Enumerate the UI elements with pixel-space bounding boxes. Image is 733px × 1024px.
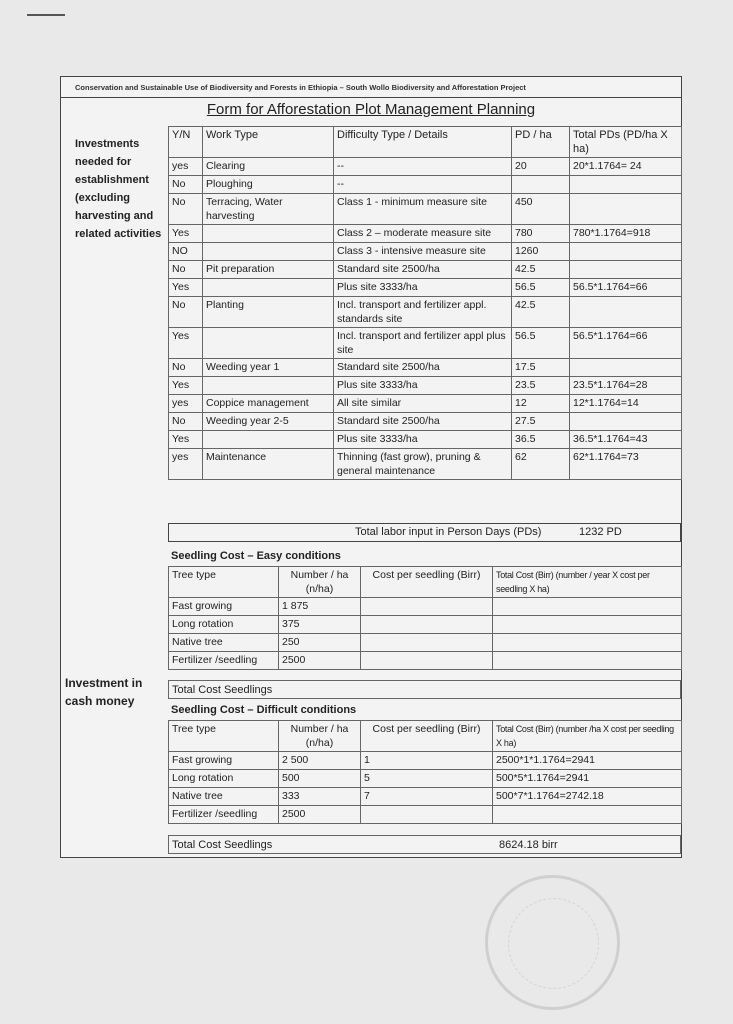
difficult-cell-number: 2500 [279,806,361,824]
col-total-pds: Total PDs (PD/ha X ha) [570,127,682,158]
labor-row [169,176,682,194]
easy-total-row [168,680,681,699]
difficult-col-number: Number / ha (n/ha) [279,721,361,752]
labor-cell-work: Weeding year 2-5 [203,413,334,431]
labor-row [169,158,682,176]
difficult-cell-total: 500*5*1.1764=2941 [493,770,682,788]
labor-cell-difficulty: Incl. transport and fertilizer appl plus site [334,328,512,359]
col-difficulty: Difficulty Type / Details [334,127,512,158]
labor-cell-work: Coppice management [203,395,334,413]
difficult-cell-cost: 5 [361,770,493,788]
corner-mark [27,14,65,16]
difficult-cell-type: Native tree [169,788,279,806]
labor-cell-work: Maintenance [203,449,334,480]
labor-cell-work [203,431,334,449]
labor-cell-work [203,377,334,395]
labor-cell-total: 23.5*1.1764=28 [570,377,682,395]
labor-cell-difficulty: All site similar [334,395,512,413]
labor-cell-work: Weeding year 1 [203,359,334,377]
difficult-total-label: Total Cost Seedlings [172,839,273,851]
labor-cell-yn: NO [169,243,203,261]
labor-cell-total [570,297,682,328]
col-work-type: Work Type [203,127,334,158]
difficult-table-header [169,721,682,752]
labor-cell-work: Planting [203,297,334,328]
labor-cell-pd: 12 [512,395,570,413]
labor-cell-total [570,261,682,279]
labor-cell-difficulty: Class 2 – moderate measure site [334,225,512,243]
difficult-col-type: Tree type [169,721,279,752]
difficult-row [169,788,682,806]
labor-cell-total [570,194,682,225]
labor-row [169,194,682,225]
easy-col-number: Number / ha (n/ha) [279,567,361,598]
labor-cell-pd: 56.5 [512,279,570,297]
easy-cell-total [493,598,682,616]
labor-cell-yn: Yes [169,377,203,395]
labor-cell-total [570,243,682,261]
difficult-cell-number: 333 [279,788,361,806]
labor-cell-yn: Yes [169,225,203,243]
easy-cell-number: 375 [279,616,361,634]
labor-cell-work [203,328,334,359]
difficult-row [169,770,682,788]
labor-cell-total: 36.5*1.1764=43 [570,431,682,449]
difficult-row [169,752,682,770]
labor-cell-pd: 27.5 [512,413,570,431]
labor-cell-difficulty: Standard site 2500/ha [334,261,512,279]
form-title: Form for Afforestation Plot Management Planning [206,101,536,118]
labor-row [169,297,682,328]
easy-row [169,652,682,670]
easy-cell-cost [361,598,493,616]
labor-cell-total: 56.5*1.1764=66 [570,328,682,359]
easy-cell-cost [361,652,493,670]
easy-cell-cost [361,616,493,634]
easy-cell-type: Native tree [169,634,279,652]
labor-cell-difficulty: Standard site 2500/ha [334,359,512,377]
labor-cell-total [570,413,682,431]
easy-cell-type: Fast growing [169,598,279,616]
easy-col-type: Tree type [169,567,279,598]
labor-cell-total: 62*1.1764=73 [570,449,682,480]
labor-row [169,359,682,377]
difficult-cell-cost: 7 [361,788,493,806]
difficult-cell-cost: 1 [361,752,493,770]
difficult-cell-total: 500*7*1.1764=2742.18 [493,788,682,806]
labor-cell-difficulty: -- [334,176,512,194]
labor-cell-pd: 42.5 [512,261,570,279]
labor-row [169,261,682,279]
easy-table [168,566,682,670]
labor-row [169,431,682,449]
labor-row [169,413,682,431]
easy-cell-total [493,634,682,652]
difficult-cell-type: Long rotation [169,770,279,788]
labor-cell-total: 780*1.1764=918 [570,225,682,243]
easy-cell-cost [361,634,493,652]
labor-cell-difficulty: Class 1 - minimum measure site [334,194,512,225]
difficult-col-total: Total Cost (Birr) (number /ha X cost per seedling X ha) [493,721,682,752]
labor-cell-yn: No [169,176,203,194]
labor-cell-work: Terracing, Water harvesting [203,194,334,225]
labor-cell-difficulty: Plus site 3333/ha [334,279,512,297]
labor-cell-pd: 20 [512,158,570,176]
difficult-cell-number: 2 500 [279,752,361,770]
labor-cell-yn: yes [169,158,203,176]
difficult-cell-total: 2500*1*1.1764=2941 [493,752,682,770]
labor-row [169,243,682,261]
difficult-row [169,806,682,824]
labor-cell-difficulty: -- [334,158,512,176]
form-document [60,76,682,858]
easy-cell-total [493,616,682,634]
easy-col-total: Total Cost (Birr) (number / year X cost per seedling X ha) [493,567,682,598]
easy-cell-number: 2500 [279,652,361,670]
difficult-total-value: 8624.18 birr [499,839,558,851]
labor-cell-difficulty: Thinning (fast grow), pruning & general maintenance [334,449,512,480]
labor-row [169,395,682,413]
labor-cell-total [570,176,682,194]
labor-cell-pd: 56.5 [512,328,570,359]
labor-cell-pd: 36.5 [512,431,570,449]
labor-cell-pd: 1260 [512,243,570,261]
easy-row [169,634,682,652]
col-yn: Y/N [169,127,203,158]
labor-cell-difficulty: Plus site 3333/ha [334,431,512,449]
labor-cell-work [203,225,334,243]
easy-row [169,598,682,616]
col-pd-ha: PD / ha [512,127,570,158]
labor-row [169,279,682,297]
labor-cell-work: Pit preparation [203,261,334,279]
difficult-title: Seedling Cost – Difficult conditions [171,704,357,716]
labor-cell-pd: 17.5 [512,359,570,377]
labor-cell-yn: yes [169,395,203,413]
labor-total-label: Total labor input in Person Days (PDs) [355,526,542,538]
difficult-cell-type: Fertilizer /seedling [169,806,279,824]
labor-cell-yn: yes [169,449,203,480]
labor-total-value: 1232 PD [579,526,622,538]
labor-cell-pd: 42.5 [512,297,570,328]
labor-cell-work: Ploughing [203,176,334,194]
labor-row [169,225,682,243]
labor-cell-pd: 23.5 [512,377,570,395]
labor-table-header [169,127,682,158]
labor-row [169,449,682,480]
difficult-cell-type: Fast growing [169,752,279,770]
easy-col-cost: Cost per seedling (Birr) [361,567,493,598]
labor-cell-difficulty: Class 3 - intensive measure site [334,243,512,261]
labor-cell-total [570,359,682,377]
easy-cell-type: Fertilizer /seedling [169,652,279,670]
difficult-cell-cost [361,806,493,824]
labor-cell-difficulty: Plus site 3333/ha [334,377,512,395]
labor-row [169,328,682,359]
easy-cell-total [493,652,682,670]
labor-total-row [168,523,681,542]
labor-cell-pd: 62 [512,449,570,480]
labor-cell-work: Clearing [203,158,334,176]
labor-cell-pd [512,176,570,194]
easy-total-label: Total Cost Seedlings [172,684,273,696]
official-stamp [485,875,620,1010]
labor-cell-yn: No [169,297,203,328]
difficult-cell-number: 500 [279,770,361,788]
labor-cell-work [203,243,334,261]
difficult-col-cost: Cost per seedling (Birr) [361,721,493,752]
labor-cell-total: 12*1.1764=14 [570,395,682,413]
easy-cell-number: 1 875 [279,598,361,616]
difficult-cell-total [493,806,682,824]
section-label-cash: Investment in cash money [65,676,143,708]
labor-cell-total: 56.5*1.1764=66 [570,279,682,297]
labor-cell-difficulty: Standard site 2500/ha [334,413,512,431]
easy-row [169,616,682,634]
difficult-total-row [168,835,681,854]
labor-cell-yn: No [169,359,203,377]
labor-cell-yn: Yes [169,328,203,359]
difficult-table [168,720,682,824]
labor-cell-yn: No [169,261,203,279]
labor-row [169,377,682,395]
labor-cell-total: 20*1.1764= 24 [570,158,682,176]
labor-cell-pd: 450 [512,194,570,225]
easy-title: Seedling Cost – Easy conditions [171,550,341,562]
easy-cell-number: 250 [279,634,361,652]
easy-table-header [169,567,682,598]
labor-cell-pd: 780 [512,225,570,243]
labor-cell-yn: Yes [169,279,203,297]
easy-cell-type: Long rotation [169,616,279,634]
labor-cell-yn: Yes [169,431,203,449]
labor-cell-yn: No [169,194,203,225]
labor-cell-yn: No [169,413,203,431]
project-header: Conservation and Sustainable Use of Biodiversity and Forests in Ethiopia – South Wollo Biodiversity and Afforestation Project [61,77,681,98]
labor-cell-work [203,279,334,297]
labor-table [168,126,682,480]
labor-cell-difficulty: Incl. transport and fertilizer appl. standards site [334,297,512,328]
section-label-investments: Investments needed for establishment (excluding harvesting and related activities [75,138,162,240]
